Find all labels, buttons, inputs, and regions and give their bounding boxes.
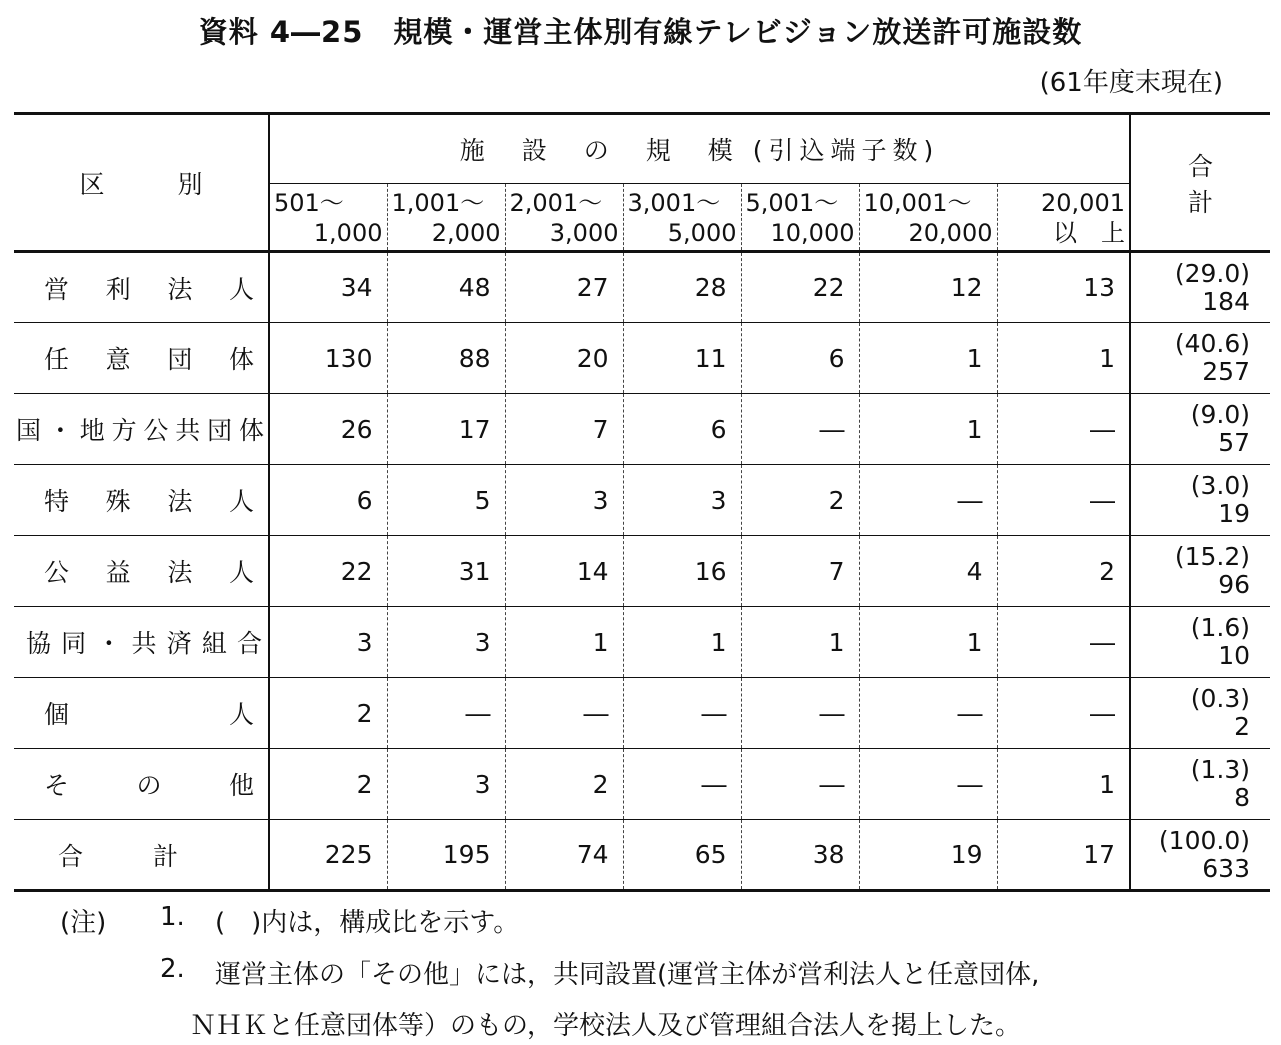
cell-value: 6 bbox=[741, 323, 859, 394]
row-label: 任意団体 bbox=[14, 323, 269, 394]
col-total-header: 合 計 bbox=[1130, 114, 1270, 252]
cell-value: 1 bbox=[859, 394, 997, 465]
row-label: 合計 bbox=[14, 820, 269, 891]
row-total-value: 2 bbox=[1234, 712, 1250, 741]
row-label: その他 bbox=[14, 749, 269, 820]
row-total bbox=[1130, 749, 1270, 820]
cell-value: 34 bbox=[269, 252, 387, 323]
cell-value: 5 bbox=[387, 465, 505, 536]
cell-value: ― bbox=[997, 465, 1130, 536]
cell-value: 6 bbox=[623, 394, 741, 465]
cell-value: ― bbox=[859, 465, 997, 536]
table-row bbox=[14, 465, 1270, 536]
cell-value: 7 bbox=[741, 536, 859, 607]
cell-value: 88 bbox=[387, 323, 505, 394]
cell-value: 74 bbox=[505, 820, 623, 891]
cell-value: 17 bbox=[997, 820, 1130, 891]
row-total bbox=[1130, 323, 1270, 394]
cell-value: 3 bbox=[269, 607, 387, 678]
table-row bbox=[14, 252, 1270, 323]
cell-value: 27 bbox=[505, 252, 623, 323]
cell-value: 4 bbox=[859, 536, 997, 607]
cell-value: ― bbox=[997, 678, 1130, 749]
row-label: 協同・共済組合 bbox=[14, 607, 269, 678]
table-row bbox=[14, 323, 1270, 394]
row-ratio: (1.6) bbox=[1190, 613, 1250, 642]
row-ratio: (100.0) bbox=[1158, 825, 1250, 855]
cell-value: 2 bbox=[997, 536, 1130, 607]
note-2-number: 2. bbox=[160, 954, 185, 984]
size-col-header: 2,001～ 3,000 bbox=[505, 184, 623, 252]
cell-value: 17 bbox=[387, 394, 505, 465]
cell-value: ― bbox=[387, 678, 505, 749]
cell-value: 13 bbox=[997, 252, 1130, 323]
table-row bbox=[14, 607, 1270, 678]
row-total bbox=[1130, 252, 1270, 323]
cell-value: 16 bbox=[623, 536, 741, 607]
header-row bbox=[14, 114, 1270, 184]
cell-value: 22 bbox=[269, 536, 387, 607]
row-total bbox=[1130, 465, 1270, 536]
cell-value: 195 bbox=[387, 820, 505, 891]
cell-value: 1 bbox=[859, 323, 997, 394]
col-size-group-header: 施 設 の 規 模 (引込端子数) bbox=[269, 114, 1130, 184]
row-label: 公益法人 bbox=[14, 536, 269, 607]
row-total bbox=[1130, 607, 1270, 678]
cell-value: 22 bbox=[741, 252, 859, 323]
cell-value: ― bbox=[859, 749, 997, 820]
cell-value: ― bbox=[741, 394, 859, 465]
cell-value: ― bbox=[997, 394, 1130, 465]
row-total bbox=[1130, 678, 1270, 749]
cell-value: 3 bbox=[623, 465, 741, 536]
cell-value: 38 bbox=[741, 820, 859, 891]
row-total-value: 19 bbox=[1218, 499, 1250, 528]
col-category-header: 区 別 bbox=[14, 114, 269, 252]
row-total-value: 633 bbox=[1202, 853, 1250, 883]
cell-value: 1 bbox=[741, 607, 859, 678]
table-row bbox=[14, 536, 1270, 607]
table-row bbox=[14, 394, 1270, 465]
row-ratio: (1.3) bbox=[1190, 755, 1250, 784]
document-title: 資料 4―25 規模・運営主体別有線テレビジョン放送許可施設数 bbox=[198, 15, 1083, 49]
cell-value: ― bbox=[623, 678, 741, 749]
note-2-text: 運営主体の「その他」には，共同設置(運営主体が営利法人と任意団体, bbox=[215, 960, 1040, 990]
cell-value: ― bbox=[741, 678, 859, 749]
row-label: 営利法人 bbox=[14, 252, 269, 323]
cell-value: 11 bbox=[623, 323, 741, 394]
table-row bbox=[14, 749, 1270, 820]
cell-value: 1 bbox=[505, 607, 623, 678]
row-total-value: 257 bbox=[1202, 357, 1250, 386]
size-col-header: 3,001～ 5,000 bbox=[623, 184, 741, 252]
cell-value: 1 bbox=[997, 749, 1130, 820]
cell-value: 2 bbox=[505, 749, 623, 820]
cell-value: 20 bbox=[505, 323, 623, 394]
cell-value: 19 bbox=[859, 820, 997, 891]
size-col-header: 10,001～ 20,000 bbox=[859, 184, 997, 252]
row-ratio: (40.6) bbox=[1174, 329, 1250, 358]
cell-value: 48 bbox=[387, 252, 505, 323]
cell-value: 3 bbox=[505, 465, 623, 536]
row-total-value: 96 bbox=[1218, 570, 1250, 599]
cell-value: ― bbox=[997, 607, 1130, 678]
row-ratio: (29.0) bbox=[1174, 258, 1250, 288]
cell-value: 2 bbox=[741, 465, 859, 536]
notes-prefix: (注) bbox=[60, 908, 107, 938]
note-1-number: 1. bbox=[160, 902, 185, 932]
cell-value: 1 bbox=[623, 607, 741, 678]
cell-value: 65 bbox=[623, 820, 741, 891]
cell-value: 28 bbox=[623, 252, 741, 323]
cell-value: ― bbox=[741, 749, 859, 820]
cell-value: ― bbox=[859, 678, 997, 749]
cell-value: 1 bbox=[859, 607, 997, 678]
cell-value: 130 bbox=[269, 323, 387, 394]
row-label: 国・地方公共団体 bbox=[14, 394, 269, 465]
as-of-date: (61年度末現在) bbox=[1039, 68, 1223, 98]
cell-value: 3 bbox=[387, 749, 505, 820]
row-total bbox=[1130, 394, 1270, 465]
cell-value: 6 bbox=[269, 465, 387, 536]
cell-value: 2 bbox=[269, 678, 387, 749]
table-total-row bbox=[14, 820, 1270, 891]
cell-value: 12 bbox=[859, 252, 997, 323]
cell-value: ― bbox=[623, 749, 741, 820]
row-ratio: (0.3) bbox=[1190, 684, 1250, 713]
row-ratio: (3.0) bbox=[1190, 471, 1250, 500]
row-label: 個人 bbox=[14, 678, 269, 749]
row-total-value: 8 bbox=[1234, 783, 1250, 812]
row-total-value: 184 bbox=[1202, 286, 1250, 316]
cell-value: 14 bbox=[505, 536, 623, 607]
cell-value: 31 bbox=[387, 536, 505, 607]
row-total bbox=[1130, 820, 1270, 891]
cell-value: 2 bbox=[269, 749, 387, 820]
facilities-table bbox=[14, 112, 1279, 892]
cell-value: 225 bbox=[324, 840, 373, 869]
row-label: 特殊法人 bbox=[14, 465, 269, 536]
size-col-header: 5,001～ 10,000 bbox=[741, 184, 859, 252]
row-total-value: 57 bbox=[1218, 428, 1250, 457]
note-1-text: ( )内は，構成比を示す。 bbox=[215, 908, 520, 938]
cell-value: 7 bbox=[505, 394, 623, 465]
size-col-header: 501～ 1,000 bbox=[269, 184, 387, 252]
table-row bbox=[14, 678, 1270, 749]
size-col-header: 20,001 以 上 bbox=[997, 184, 1130, 252]
row-ratio: (15.2) bbox=[1174, 542, 1250, 571]
size-col-header: 1,001～ 2,000 bbox=[387, 184, 505, 252]
cell-value: 1 bbox=[997, 323, 1130, 394]
cell-value: 3 bbox=[387, 607, 505, 678]
row-total-value: 10 bbox=[1218, 641, 1250, 670]
row-ratio: (9.0) bbox=[1190, 400, 1250, 429]
cell-value: 26 bbox=[269, 394, 387, 465]
cell-value: ― bbox=[505, 678, 623, 749]
row-total bbox=[1130, 536, 1270, 607]
note-2-continuation: ＮＨＫと任意団体等）のもの，学校法人及び管理組合法人を掲上した。 bbox=[190, 1011, 1021, 1041]
